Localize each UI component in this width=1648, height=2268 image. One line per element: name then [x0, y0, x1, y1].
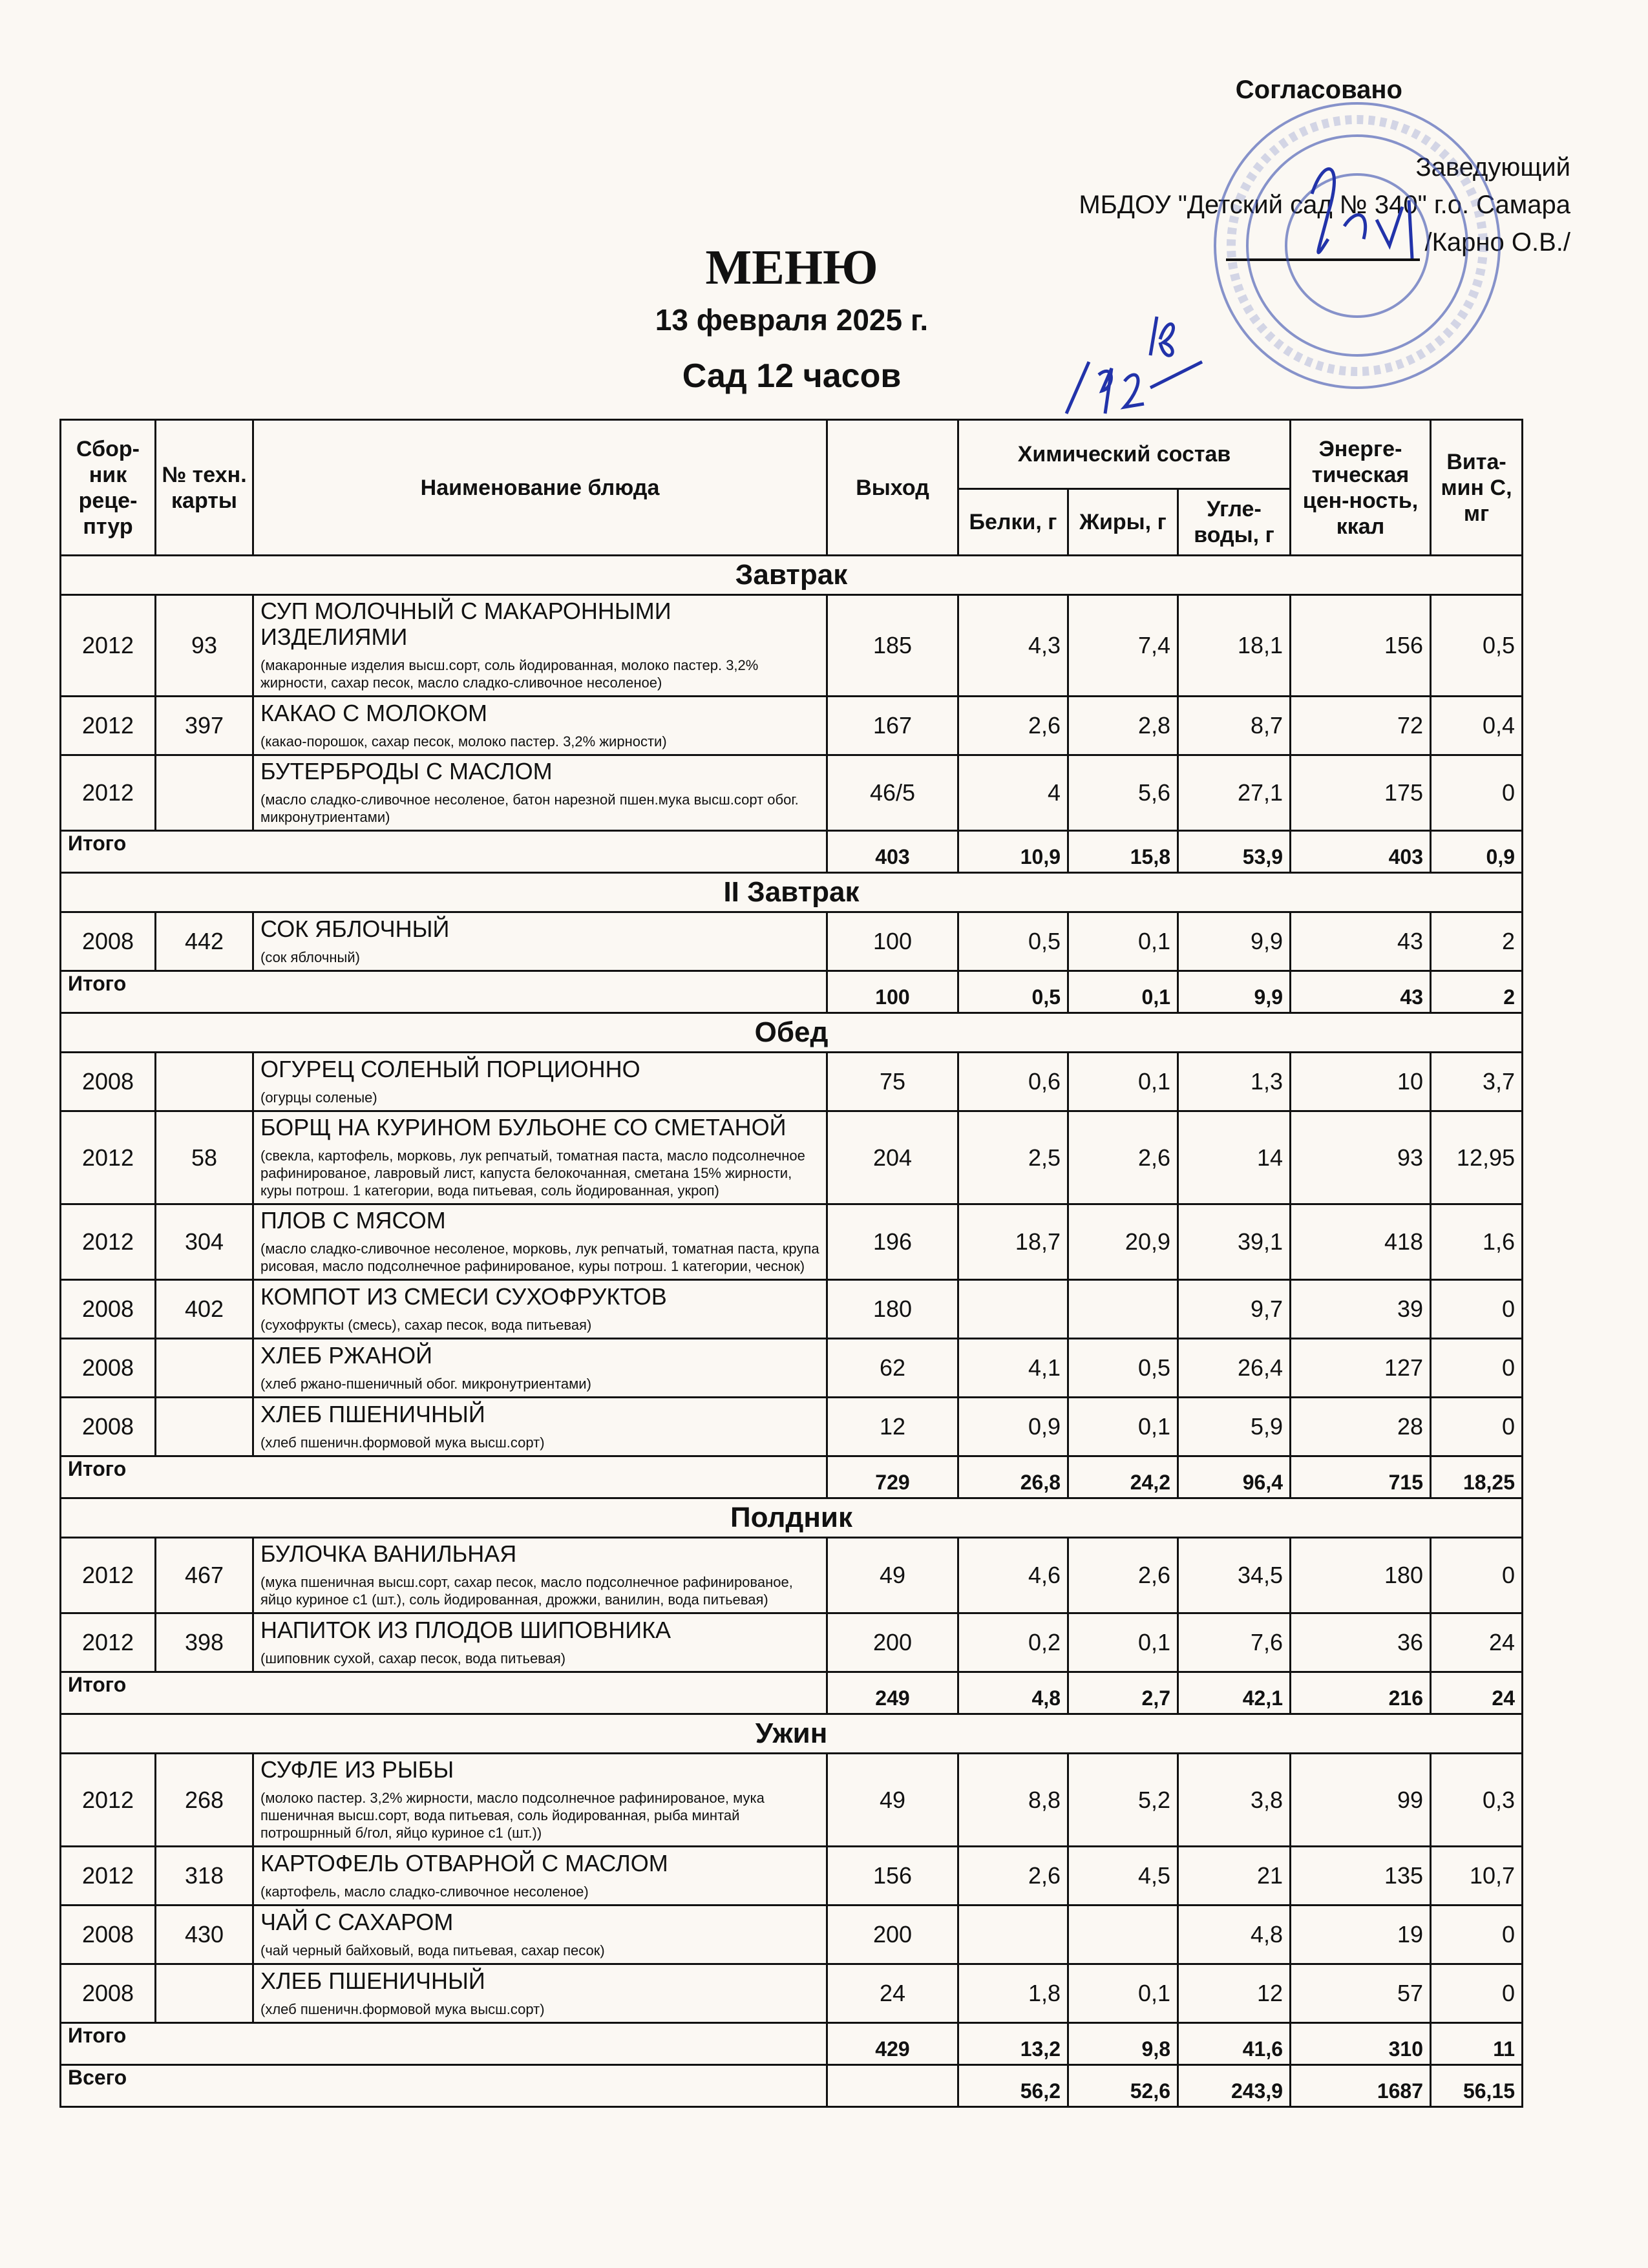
fat-cell — [1068, 1906, 1178, 1964]
section-header — [61, 1498, 1523, 1538]
fat-cell: 0,1 — [1068, 1398, 1178, 1456]
dish-name: СУП МОЛОЧНЫЙ С МАКАРОННЫМИ ИЗДЕЛИЯМИ — [260, 598, 671, 650]
protein-cell — [958, 1906, 1068, 1964]
fat-cell: 4,5 — [1068, 1847, 1178, 1906]
dish-cell — [253, 1754, 827, 1847]
header-card: № техн. карты — [156, 420, 253, 556]
carbs-cell: 5,9 — [1178, 1398, 1291, 1456]
dish-name: ЧАЙ С САХАРОМ — [260, 1908, 454, 1935]
grand-total-vitc: 56,15 — [1431, 2065, 1523, 2107]
yield-cell: 167 — [827, 697, 958, 755]
total-vitc: 18,25 — [1431, 1456, 1523, 1498]
protein-cell: 8,8 — [958, 1754, 1068, 1847]
protein-cell — [958, 1280, 1068, 1339]
dish-ingredients: (масло сладко-сливочное несоленое, морковь, лук репчатый, томатная паста, крупа рисовая, масло подсолнечное рафинированое, куры потрош. 1 категории, чеснок) — [260, 1241, 819, 1274]
carbs-cell: 21 — [1178, 1847, 1291, 1906]
section-title: Ужин — [61, 1714, 1523, 1754]
dish-ingredients: (хлеб ржано-пшеничный обог. микронутриентами) — [260, 1375, 591, 1392]
energy-cell: 39 — [1291, 1280, 1431, 1339]
card-cell: 467 — [156, 1538, 253, 1613]
carbs-cell: 7,6 — [1178, 1613, 1291, 1672]
collection-cell: 2012 — [61, 1847, 156, 1906]
total-label: Итого — [61, 2023, 827, 2065]
total-yield: 429 — [827, 2023, 958, 2065]
collection-cell: 2008 — [61, 1280, 156, 1339]
section-header — [61, 1013, 1523, 1053]
table-row — [61, 1538, 1523, 1613]
total-row — [61, 1672, 1523, 1714]
total-fat: 0,1 — [1068, 971, 1178, 1013]
dish-cell — [253, 1280, 827, 1339]
grand-total-protein: 56,2 — [958, 2065, 1068, 2107]
section-title: Обед — [61, 1013, 1523, 1053]
total-energy: 216 — [1291, 1672, 1431, 1714]
yield-cell: 185 — [827, 595, 958, 697]
total-protein: 4,8 — [958, 1672, 1068, 1714]
total-row — [61, 1456, 1523, 1498]
total-label: Итого — [61, 831, 827, 873]
header-carbs: Угле-воды, г — [1178, 489, 1291, 556]
carbs-cell: 27,1 — [1178, 755, 1291, 831]
dish-cell — [253, 1906, 827, 1964]
table-row — [61, 1204, 1523, 1280]
vitc-cell: 0 — [1431, 1280, 1523, 1339]
yield-cell: 49 — [827, 1754, 958, 1847]
vitc-cell: 3,7 — [1431, 1053, 1523, 1111]
protein-cell: 4,3 — [958, 595, 1068, 697]
table-row — [61, 1111, 1523, 1204]
header-fat: Жиры, г — [1068, 489, 1178, 556]
table-row — [61, 1754, 1523, 1847]
energy-cell: 43 — [1291, 912, 1431, 971]
table-row — [61, 1906, 1523, 1964]
total-fat: 9,8 — [1068, 2023, 1178, 2065]
menu-body — [61, 556, 1523, 2107]
card-cell: 318 — [156, 1847, 253, 1906]
carbs-cell: 18,1 — [1178, 595, 1291, 697]
energy-cell: 10 — [1291, 1053, 1431, 1111]
grand-total-label: Всего — [61, 2065, 827, 2107]
energy-cell: 19 — [1291, 1906, 1431, 1964]
total-vitc: 11 — [1431, 2023, 1523, 2065]
collection-cell: 2012 — [61, 1754, 156, 1847]
carbs-cell: 9,7 — [1178, 1280, 1291, 1339]
menu-table — [59, 419, 1523, 2108]
total-carbs: 96,4 — [1178, 1456, 1291, 1498]
total-fat: 15,8 — [1068, 831, 1178, 873]
energy-cell: 93 — [1291, 1111, 1431, 1204]
group-name: Сад 12 часов — [682, 357, 902, 395]
card-cell: 93 — [156, 595, 253, 697]
table-row — [61, 1847, 1523, 1906]
table-row — [61, 595, 1523, 697]
total-carbs: 53,9 — [1178, 831, 1291, 873]
fat-cell: 7,4 — [1068, 595, 1178, 697]
protein-cell: 4 — [958, 755, 1068, 831]
section-title: Полдник — [61, 1498, 1523, 1538]
fat-cell: 0,5 — [1068, 1339, 1178, 1398]
dish-ingredients: (мука пшеничная высш.сорт, сахар песок, масло подсолнечное рафинированое, яйцо куриное с1 (шт.), соль йодированная, дрожжи, ванилин, вода питьевая) — [260, 1574, 793, 1608]
section-title: Завтрак — [61, 556, 1523, 595]
total-energy: 43 — [1291, 971, 1431, 1013]
protein-cell: 1,8 — [958, 1964, 1068, 2023]
dish-name: ПЛОВ С МЯСОМ — [260, 1207, 446, 1234]
dish-cell — [253, 1964, 827, 2023]
dish-ingredients: (огурцы соленые) — [260, 1089, 377, 1106]
dish-ingredients: (шиповник сухой, сахар песок, вода питьевая) — [260, 1650, 566, 1666]
table-row — [61, 1280, 1523, 1339]
collection-cell: 2008 — [61, 1053, 156, 1111]
dish-ingredients: (макаронные изделия высш.сорт, соль йодированная, молоко пастер. 3,2% жирности, сахар песок, масло сладко-сливочное несоленое) — [260, 657, 759, 691]
collection-cell: 2012 — [61, 697, 156, 755]
header-collection: Сбор-ник реце-птур — [61, 420, 156, 556]
fat-cell: 2,6 — [1068, 1538, 1178, 1613]
dish-cell — [253, 697, 827, 755]
vitc-cell: 0 — [1431, 1906, 1523, 1964]
dish-name: КАКАО С МОЛОКОМ — [260, 699, 487, 726]
fat-cell: 20,9 — [1068, 1204, 1178, 1280]
total-protein: 10,9 — [958, 831, 1068, 873]
fat-cell: 0,1 — [1068, 1053, 1178, 1111]
total-row — [61, 971, 1523, 1013]
total-yield: 403 — [827, 831, 958, 873]
card-cell: 58 — [156, 1111, 253, 1204]
yield-cell: 200 — [827, 1613, 958, 1672]
dish-cell — [253, 1847, 827, 1906]
total-yield: 729 — [827, 1456, 958, 1498]
header-protein: Белки, г — [958, 489, 1068, 556]
carbs-cell: 8,7 — [1178, 697, 1291, 755]
collection-cell: 2008 — [61, 1906, 156, 1964]
collection-cell: 2008 — [61, 1339, 156, 1398]
protein-cell: 2,6 — [958, 697, 1068, 755]
total-label: Итого — [61, 1456, 827, 1498]
vitc-cell: 0,3 — [1431, 1754, 1523, 1847]
header-name: Наименование блюда — [253, 420, 827, 556]
dish-name: КАРТОФЕЛЬ ОТВАРНОЙ С МАСЛОМ — [260, 1849, 668, 1876]
card-cell — [156, 755, 253, 831]
vitc-cell: 12,95 — [1431, 1111, 1523, 1204]
fat-cell: 5,2 — [1068, 1754, 1178, 1847]
yield-cell: 204 — [827, 1111, 958, 1204]
energy-cell: 180 — [1291, 1538, 1431, 1613]
collection-cell: 2012 — [61, 1613, 156, 1672]
dish-name: БУЛОЧКА ВАНИЛЬНАЯ — [260, 1540, 517, 1567]
section-header — [61, 1714, 1523, 1754]
carbs-cell: 26,4 — [1178, 1339, 1291, 1398]
section-header — [61, 873, 1523, 912]
vitc-cell: 0,5 — [1431, 595, 1523, 697]
protein-cell: 0,6 — [958, 1053, 1068, 1111]
energy-cell: 36 — [1291, 1613, 1431, 1672]
page-title: МЕНЮ — [705, 240, 878, 295]
fat-cell: 0,1 — [1068, 1613, 1178, 1672]
protein-cell: 4,1 — [958, 1339, 1068, 1398]
vitc-cell: 0 — [1431, 755, 1523, 831]
grand-total-carbs: 243,9 — [1178, 2065, 1291, 2107]
total-energy: 715 — [1291, 1456, 1431, 1498]
card-cell — [156, 1964, 253, 2023]
dish-ingredients: (молоко пастер. 3,2% жирности, масло подсолнечное рафинированое, мука пшеничная высш.сорт, вода питьевая, соль йодированная, рыба минтай потрошрнный б/гол, яйцо куриное с1 (шт.)) — [260, 1790, 765, 1841]
dish-ingredients: (чай черный байховый, вода питьевая, сахар песок) — [260, 1942, 605, 1958]
fat-cell: 0,1 — [1068, 912, 1178, 971]
dish-name: СОК ЯБЛОЧНЫЙ — [260, 915, 450, 942]
dish-cell — [253, 1111, 827, 1204]
table-row — [61, 1053, 1523, 1111]
header-energy: Энерге-тическая цен-ность, ккал — [1291, 420, 1431, 556]
total-label: Итого — [61, 971, 827, 1013]
table-row — [61, 1339, 1523, 1398]
yield-cell: 12 — [827, 1398, 958, 1456]
collection-cell: 2012 — [61, 595, 156, 697]
collection-cell: 2012 — [61, 1538, 156, 1613]
table-row — [61, 1398, 1523, 1456]
dish-name: НАПИТОК ИЗ ПЛОДОВ ШИПОВНИКА — [260, 1616, 671, 1643]
grand-total-energy: 1687 — [1291, 2065, 1431, 2107]
section-title: II Завтрак — [61, 873, 1523, 912]
menu-date: 13 февраля 2025 г. — [655, 303, 929, 337]
energy-cell: 156 — [1291, 595, 1431, 697]
grand-total-fat: 52,6 — [1068, 2065, 1178, 2107]
total-row — [61, 831, 1523, 873]
vitc-cell: 0 — [1431, 1339, 1523, 1398]
yield-cell: 62 — [827, 1339, 958, 1398]
dish-cell — [253, 1053, 827, 1111]
card-cell: 430 — [156, 1906, 253, 1964]
yield-cell: 200 — [827, 1906, 958, 1964]
vitc-cell: 0 — [1431, 1538, 1523, 1613]
fat-cell — [1068, 1280, 1178, 1339]
vitc-cell: 0 — [1431, 1964, 1523, 2023]
protein-cell: 2,5 — [958, 1111, 1068, 1204]
carbs-cell: 12 — [1178, 1964, 1291, 2023]
protein-cell: 0,5 — [958, 912, 1068, 971]
header-chem: Химический состав — [958, 420, 1291, 489]
protein-cell: 0,9 — [958, 1398, 1068, 1456]
dish-ingredients: (хлеб пшеничн.формовой мука высш.сорт) — [260, 1434, 545, 1451]
total-carbs: 42,1 — [1178, 1672, 1291, 1714]
total-protein: 26,8 — [958, 1456, 1068, 1498]
energy-cell: 57 — [1291, 1964, 1431, 2023]
carbs-cell: 14 — [1178, 1111, 1291, 1204]
dish-cell — [253, 1538, 827, 1613]
carbs-cell: 3,8 — [1178, 1754, 1291, 1847]
dish-cell — [253, 1613, 827, 1672]
dish-ingredients: (картофель, масло сладко-сливочное несоленое) — [260, 1883, 589, 1900]
dish-ingredients: (какао-порошок, сахар песок, молоко пастер. 3,2% жирности) — [260, 733, 667, 750]
total-vitc: 24 — [1431, 1672, 1523, 1714]
total-fat: 24,2 — [1068, 1456, 1178, 1498]
dish-name: БОРЩ НА КУРИНОМ БУЛЬОНЕ СО СМЕТАНОЙ — [260, 1114, 787, 1140]
card-cell — [156, 1339, 253, 1398]
card-cell — [156, 1398, 253, 1456]
total-vitc: 2 — [1431, 971, 1523, 1013]
dish-cell — [253, 1398, 827, 1456]
total-energy: 403 — [1291, 831, 1431, 873]
dish-cell — [253, 595, 827, 697]
total-fat: 2,7 — [1068, 1672, 1178, 1714]
dish-ingredients: (сок яблочный) — [260, 949, 360, 965]
yield-cell: 196 — [827, 1204, 958, 1280]
total-carbs: 41,6 — [1178, 2023, 1291, 2065]
card-cell: 268 — [156, 1754, 253, 1847]
carbs-cell: 39,1 — [1178, 1204, 1291, 1280]
dish-ingredients: (свекла, картофель, морковь, лук репчатый, томатная паста, масло подсолнечное рафинированое, лавровый лист, капуста белокочанная, сметана 15% жирности, куры потрош. 1 категории, вода питьевая, соль йодированная, укроп) — [260, 1148, 805, 1199]
collection-cell: 2012 — [61, 1111, 156, 1204]
collection-cell: 2012 — [61, 755, 156, 831]
energy-cell: 175 — [1291, 755, 1431, 831]
protein-cell: 0,2 — [958, 1613, 1068, 1672]
total-vitc: 0,9 — [1431, 831, 1523, 873]
dish-name: ХЛЕБ ПШЕНИЧНЫЙ — [260, 1400, 485, 1427]
collection-cell: 2012 — [61, 1204, 156, 1280]
header-vitc: Вита-мин С, мг — [1431, 420, 1523, 556]
dish-name: СУФЛЕ ИЗ РЫБЫ — [260, 1756, 454, 1783]
card-cell: 304 — [156, 1204, 253, 1280]
carbs-cell: 4,8 — [1178, 1906, 1291, 1964]
energy-cell: 28 — [1291, 1398, 1431, 1456]
fat-cell: 5,6 — [1068, 755, 1178, 831]
yield-cell: 156 — [827, 1847, 958, 1906]
total-carbs: 9,9 — [1178, 971, 1291, 1013]
yield-cell: 49 — [827, 1538, 958, 1613]
card-cell — [156, 1053, 253, 1111]
total-label: Итого — [61, 1672, 827, 1714]
dish-cell — [253, 912, 827, 971]
total-yield: 100 — [827, 971, 958, 1013]
card-cell: 397 — [156, 697, 253, 755]
yield-cell: 24 — [827, 1964, 958, 2023]
yield-cell: 46/5 — [827, 755, 958, 831]
dish-name: КОМПОТ ИЗ СМЕСИ СУХОФРУКТОВ — [260, 1283, 667, 1310]
table-row — [61, 912, 1523, 971]
card-cell: 398 — [156, 1613, 253, 1672]
dish-cell — [253, 755, 827, 831]
approver-name: /Карно О.В./ — [1424, 228, 1570, 257]
grand-total-yield — [827, 2065, 958, 2107]
approver-position: Заведующий — [1415, 153, 1570, 182]
energy-cell: 72 — [1291, 697, 1431, 755]
section-header — [61, 556, 1523, 595]
vitc-cell: 0,4 — [1431, 697, 1523, 755]
dish-ingredients: (масло сладко-сливочное несоленое, батон нарезной пшен.мука высш.сорт обог. микронутриентами) — [260, 792, 799, 825]
protein-cell: 18,7 — [958, 1204, 1068, 1280]
dish-name: ОГУРЕЦ СОЛЕНЫЙ ПОРЦИОННО — [260, 1055, 640, 1082]
fat-cell: 0,1 — [1068, 1964, 1178, 2023]
header-yield: Выход — [827, 420, 958, 556]
vitc-cell: 10,7 — [1431, 1847, 1523, 1906]
table-row — [61, 1964, 1523, 2023]
dish-name: БУТЕРБРОДЫ С МАСЛОМ — [260, 758, 553, 784]
total-protein: 13,2 — [958, 2023, 1068, 2065]
protein-cell: 2,6 — [958, 1847, 1068, 1906]
dish-cell — [253, 1204, 827, 1280]
energy-cell: 418 — [1291, 1204, 1431, 1280]
approver-organization: МБДОУ "Детский сад № 340" г.о. Самара — [1079, 191, 1570, 219]
table-row — [61, 697, 1523, 755]
energy-cell: 135 — [1291, 1847, 1431, 1906]
table-row — [61, 755, 1523, 831]
card-cell: 442 — [156, 912, 253, 971]
fat-cell: 2,6 — [1068, 1111, 1178, 1204]
table-row — [61, 1613, 1523, 1672]
total-energy: 310 — [1291, 2023, 1431, 2065]
dish-name: ХЛЕБ РЖАНОЙ — [260, 1341, 433, 1369]
total-yield: 249 — [827, 1672, 958, 1714]
approval-heading: Согласовано — [1235, 76, 1402, 104]
protein-cell: 4,6 — [958, 1538, 1068, 1613]
grand-total-row — [61, 2065, 1523, 2107]
yield-cell: 100 — [827, 912, 958, 971]
total-protein: 0,5 — [958, 971, 1068, 1013]
collection-cell: 2008 — [61, 912, 156, 971]
total-row — [61, 2023, 1523, 2065]
carbs-cell: 34,5 — [1178, 1538, 1291, 1613]
yield-cell: 75 — [827, 1053, 958, 1111]
fat-cell: 2,8 — [1068, 697, 1178, 755]
dish-name: ХЛЕБ ПШЕНИЧНЫЙ — [260, 1967, 485, 1994]
collection-cell: 2008 — [61, 1398, 156, 1456]
collection-cell: 2008 — [61, 1964, 156, 2023]
dish-ingredients: (сухофрукты (смесь), сахар песок, вода питьевая) — [260, 1316, 592, 1333]
dish-ingredients: (хлеб пшеничн.формовой мука высш.сорт) — [260, 2000, 545, 2017]
dish-cell — [253, 1339, 827, 1398]
energy-cell: 99 — [1291, 1754, 1431, 1847]
vitc-cell: 1,6 — [1431, 1204, 1523, 1280]
vitc-cell: 2 — [1431, 912, 1523, 971]
vitc-cell: 24 — [1431, 1613, 1523, 1672]
carbs-cell: 9,9 — [1178, 912, 1291, 971]
vitc-cell: 0 — [1431, 1398, 1523, 1456]
card-cell: 402 — [156, 1280, 253, 1339]
energy-cell: 127 — [1291, 1339, 1431, 1398]
yield-cell: 180 — [827, 1280, 958, 1339]
carbs-cell: 1,3 — [1178, 1053, 1291, 1111]
